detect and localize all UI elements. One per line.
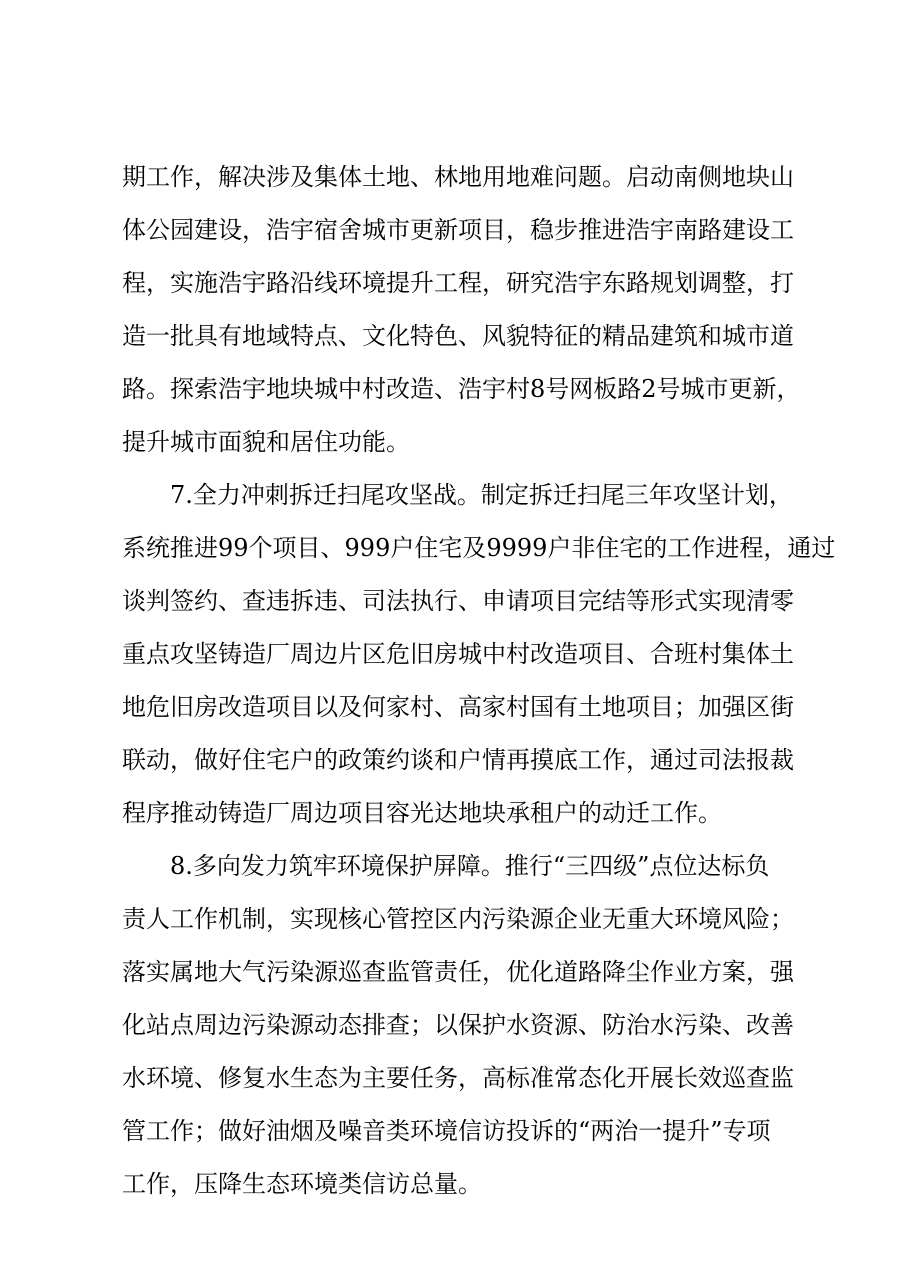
text-line: 造一批具有地域特点、文化特色、风貌特征的精品建筑和城市道: [122, 322, 794, 350]
text-line: 地危旧房改造项目以及何家村、高家村国有土地项目；加强区街: [122, 693, 794, 721]
text-line: 水环境、修复水生态为主要任务，高标准常态化开展长效巡查监: [122, 1064, 794, 1092]
text-line: 8.多向发力筑牢环境保护屏障。推行“三四级”点位达标负: [170, 852, 770, 880]
text-line: 程，实施浩宇路沿线环境提升工程，研究浩宇东路规划调整，打: [122, 269, 794, 297]
text-line: 联动，做好住宅户的政策约谈和户情再摸底工作，通过司法报裁: [122, 746, 794, 774]
text-line: 落实属地大气污染源巡查监管责任，优化道路降尘作业方案，强: [122, 958, 794, 986]
text-line: 路。探索浩宇地块城中村改造、浩宇村8号网板路2号城市更新，: [122, 375, 801, 403]
text-line: 程序推动铸造厂周边项目容光达地块承租户的动迁工作。: [122, 799, 722, 827]
text-line: 提升城市面貌和居住功能。: [122, 428, 410, 456]
text-line: 期工作，解决涉及集体土地、林地用地难问题。启动南侧地块山: [122, 163, 794, 191]
text-line: 重点攻坚铸造厂周边片区危旧房城中村改造项目、合班村集体土: [122, 640, 794, 668]
text-line: 系统推进99个项目、999户住宅及9999户非住宅的工作进程，通过: [122, 534, 836, 562]
text-line: 管工作；做好油烟及噪音类环境信访投诉的“两治一提升”专项: [122, 1117, 771, 1145]
text-line: 体公园建设，浩宇宿舍城市更新项目，稳步推进浩宇南路建设工: [122, 216, 794, 244]
text-line: 化站点周边污染源动态排查；以保护水资源、防治水污染、改善: [122, 1011, 794, 1039]
text-line: 谈判签约、查违拆违、司法执行、申请项目完结等形式实现清零: [122, 587, 794, 615]
text-line: 责人工作机制，实现核心管控区内污染源企业无重大环境风险；: [122, 905, 794, 933]
text-line: 7.全力冲刺拆迁扫尾攻坚战。制定拆迁扫尾三年攻坚计划，: [170, 481, 793, 509]
text-line: 工作，压降生态环境类信访总量。: [122, 1170, 482, 1198]
